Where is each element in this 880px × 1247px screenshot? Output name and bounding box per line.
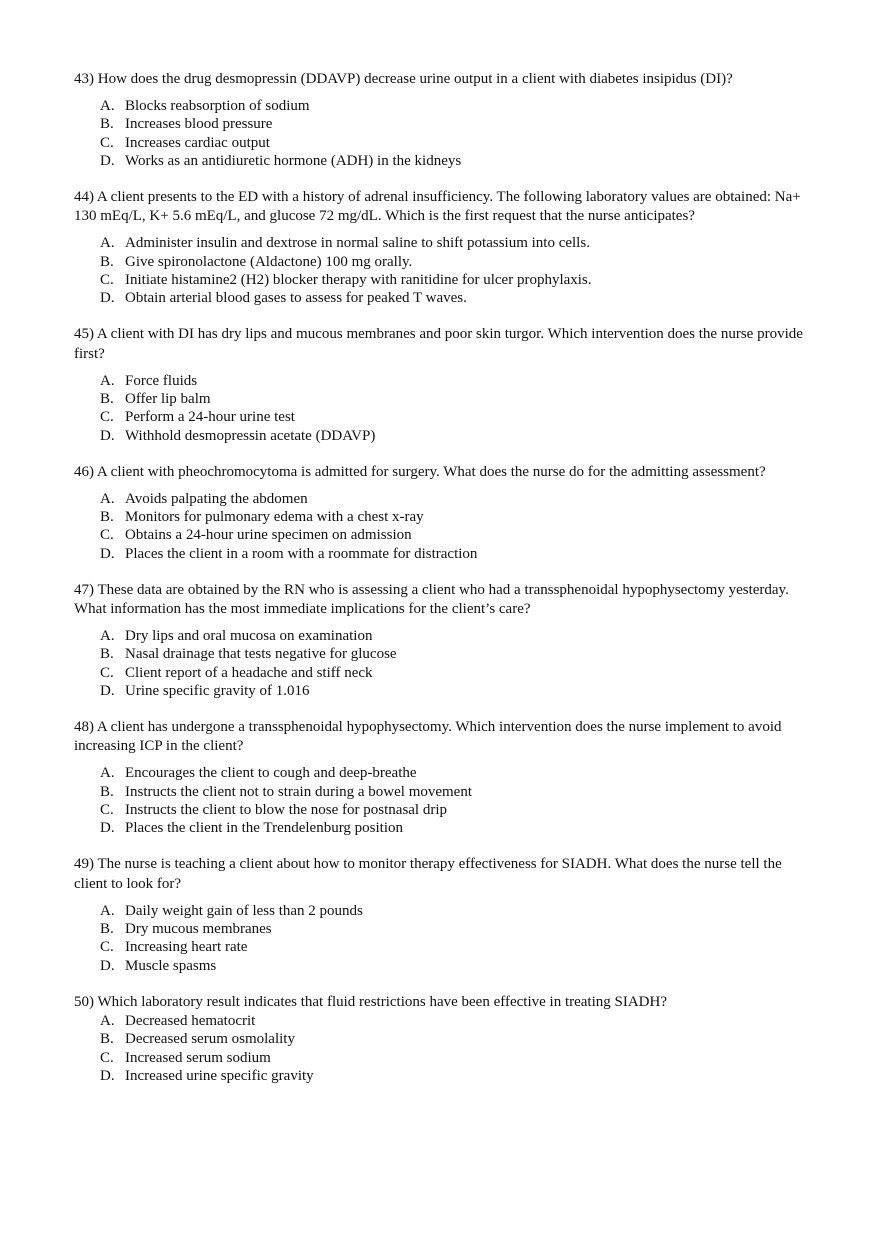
option-letter: A.	[100, 765, 115, 782]
option-letter: B.	[100, 116, 114, 133]
option-text: Perform a 24-hour urine test	[125, 409, 295, 426]
option-text: Works as an antidiuretic hormone (ADH) in the kidneys	[125, 152, 462, 169]
option-text: Monitors for pulmonary edema with a chest x-ray	[125, 508, 424, 525]
question-text: 44) A client presents to the ED with a history of adrenal insufficiency. The following laboratory values are obtained: Na+ 130 mEq/L, K+ 5.6 mEq/L, and glucose 72 mg/dL. Which is the first request that the nurse anticipates?	[74, 188, 801, 225]
option-text: Instructs the client not to strain during a bowel movement	[125, 783, 473, 800]
answer-option	[74, 97, 816, 115]
question-text: 43) How does the drug desmopressin (DDAVP) decrease urine output in a client with diabetes insipidus (DI)?	[74, 71, 733, 87]
option-text: Initiate histamine2 (H2) blocker therapy with ranitidine for ulcer prophylaxis.	[125, 271, 592, 288]
question-text: 45) A client with DI has dry lips and mucous membranes and poor skin turgor. Which intervention does the nurse provide first?	[74, 326, 803, 362]
answer-option	[74, 115, 816, 133]
answer-option	[74, 664, 816, 682]
option-letter: C.	[100, 939, 114, 956]
option-letter: C.	[100, 134, 114, 151]
option-text: Increases blood pressure	[125, 116, 273, 133]
option-text: Decreased hematocrit	[125, 1013, 256, 1030]
option-text: Decreased serum osmolality	[125, 1031, 295, 1048]
answer-option	[74, 152, 816, 170]
answer-option	[74, 1067, 816, 1085]
answer-option	[74, 801, 816, 819]
option-letter: B.	[100, 783, 114, 800]
option-letter: A.	[100, 1013, 115, 1030]
answer-option	[74, 526, 816, 544]
option-text: Increases cardiac output	[125, 134, 270, 151]
answer-option	[74, 1049, 816, 1067]
question-block	[74, 581, 816, 701]
option-letter: D.	[100, 290, 115, 307]
question-text: 46) A client with pheochromocytoma is admitted for surgery. What does the nurse do for the admitting assessment?	[74, 463, 766, 480]
answer-option	[74, 289, 816, 307]
answer-option	[74, 627, 816, 645]
option-letter: A.	[100, 628, 115, 644]
answer-option	[74, 253, 816, 271]
option-letter: B.	[100, 646, 114, 663]
option-text: Give spironolactone (Aldactone) 100 mg orally.	[125, 253, 413, 270]
option-text: Obtain arterial blood gases to assess for peaked T waves.	[125, 290, 467, 307]
answer-option	[74, 390, 816, 408]
answer-option	[74, 372, 816, 390]
option-letter: A.	[100, 98, 115, 114]
option-text: Avoids palpating the abdomen	[125, 490, 308, 507]
answer-option	[74, 427, 816, 445]
option-letter: A.	[100, 490, 115, 507]
question-text: 47) These data are obtained by the RN who is assessing a client who had a transsphenoidal hypophysectomy yesterday. What information has the most immediate implications for the client’s care?	[74, 581, 789, 617]
option-text: Force fluids	[125, 372, 198, 389]
answer-option	[74, 545, 816, 563]
option-letter: D.	[100, 545, 115, 562]
option-letter: B.	[100, 391, 114, 408]
answer-option	[74, 938, 816, 956]
option-letter: A.	[100, 902, 115, 919]
option-text: Places the client in the Trendelenburg position	[125, 820, 404, 837]
question-block	[74, 188, 816, 308]
option-text: Withhold desmopressin acetate (DDAVP)	[125, 427, 376, 444]
answer-option	[74, 682, 816, 700]
option-letter: A.	[100, 372, 115, 389]
option-text: Daily weight gain of less than 2 pounds	[125, 902, 363, 919]
answer-option	[74, 819, 816, 837]
option-letter: D.	[100, 152, 115, 169]
answer-option	[74, 134, 816, 152]
option-text: Increasing heart rate	[125, 939, 248, 956]
question-text: 49) The nurse is teaching a client about how to monitor therapy effectiveness for SIADH. What does the nurse tell the client to look for?	[74, 856, 782, 892]
option-letter: D.	[100, 427, 115, 444]
option-letter: C.	[100, 409, 114, 426]
option-text: Obtains a 24-hour urine specimen on admission	[125, 527, 412, 544]
option-text: Instructs the client to blow the nose for postnasal drip	[125, 801, 448, 818]
answer-option	[74, 902, 816, 920]
option-letter: C.	[100, 271, 114, 288]
question-block	[74, 463, 816, 563]
answer-option	[74, 1012, 816, 1030]
option-text: Dry mucous membranes	[125, 921, 272, 938]
question-block	[74, 325, 816, 445]
answer-option	[74, 508, 816, 526]
option-text: Nasal drainage that tests negative for glucose	[125, 646, 397, 663]
option-letter: B.	[100, 1031, 114, 1048]
option-text: Offer lip balm	[125, 391, 211, 408]
option-letter: B.	[100, 253, 114, 270]
answer-option	[74, 1030, 816, 1048]
answer-option	[74, 920, 816, 938]
answer-option	[74, 764, 816, 782]
answer-option	[74, 490, 816, 508]
option-text: Blocks reabsorption of sodium	[125, 98, 310, 114]
answer-option	[74, 234, 816, 252]
answer-option	[74, 408, 816, 426]
option-letter: A.	[100, 235, 115, 252]
option-letter: C.	[100, 801, 114, 818]
option-letter: D.	[100, 1068, 115, 1085]
option-text: Increased urine specific gravity	[125, 1068, 314, 1085]
question-block	[74, 993, 816, 1086]
option-letter: B.	[100, 921, 114, 938]
option-text: Places the client in a room with a roommate for distraction	[125, 545, 478, 562]
option-letter: B.	[100, 508, 114, 525]
answer-option	[74, 957, 816, 975]
question-block	[74, 718, 816, 838]
option-text: Increased serum sodium	[125, 1049, 271, 1066]
option-text: Encourages the client to cough and deep-breathe	[125, 765, 417, 782]
option-text: Dry lips and oral mucosa on examination	[125, 628, 373, 644]
answer-option	[74, 271, 816, 289]
option-text: Urine specific gravity of 1.016	[125, 682, 310, 699]
question-block	[74, 70, 816, 170]
option-letter: C.	[100, 527, 114, 544]
question-block	[74, 855, 816, 975]
option-letter: D.	[100, 957, 115, 974]
question-text: 50) Which laboratory result indicates that fluid restrictions have been effective in treating SIADH?	[74, 993, 667, 1010]
answer-option	[74, 783, 816, 801]
option-text: Client report of a headache and stiff neck	[125, 664, 373, 681]
question-text: 48) A client has undergone a transsphenoidal hypophysectomy. Which intervention does the nurse implement to avoid increasing ICP in the client?	[74, 718, 782, 755]
option-letter: D.	[100, 820, 115, 837]
question-document	[74, 70, 816, 1103]
option-letter: D.	[100, 682, 115, 699]
option-letter: C.	[100, 1049, 114, 1066]
answer-option	[74, 645, 816, 663]
option-text: Administer insulin and dextrose in normal saline to shift potassium into cells.	[125, 235, 590, 252]
option-text: Muscle spasms	[125, 957, 217, 974]
option-letter: C.	[100, 664, 114, 681]
